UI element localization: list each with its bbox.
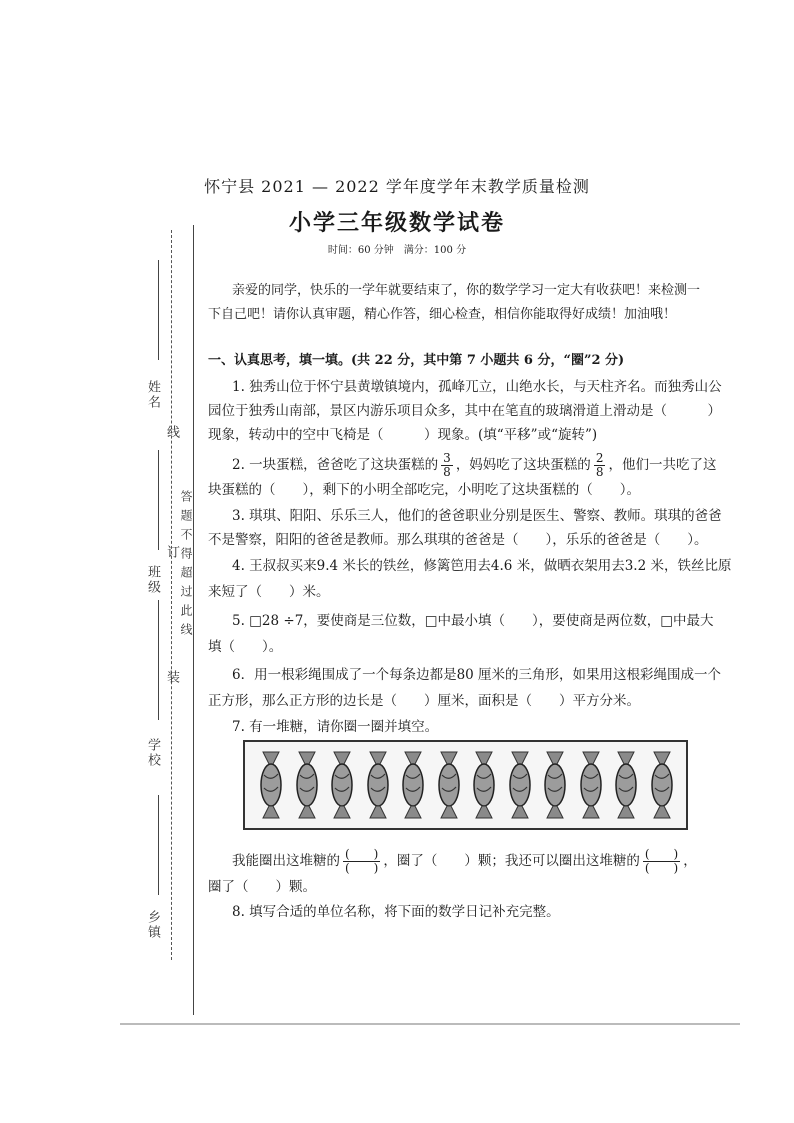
line-marker: 线: [164, 425, 179, 440]
q2-frac2-den: 8: [595, 465, 604, 479]
candy-icon: [401, 750, 425, 820]
candy-icon: [437, 750, 461, 820]
exam-title: 怀宁县 2021 — 2022 学年度学年末教学质量检测: [204, 177, 590, 196]
q7-line-3: 圈了（ ）颗。: [208, 879, 316, 895]
name-blank[interactable]: [158, 260, 159, 360]
q7-fraction-blank-1[interactable]: [343, 848, 380, 875]
q7-frac2-den: ( ): [644, 861, 679, 875]
q1-line-3: 现象，转动中的空中飞椅是（ ）现象。(填“平移”或“旋转”): [208, 427, 598, 443]
q2-line-2: 块蛋糕的（ ），剩下的小明全部吃完，小明吃了这块蛋糕的（ ）。: [208, 482, 640, 498]
warning-text: 答题不得超过此线: [179, 490, 193, 642]
q7-text-a: 我能圈出这堆糖的: [232, 853, 340, 869]
q7-text-c: ，: [683, 853, 697, 869]
q2-text-c: ，他们一共吃了这: [608, 457, 717, 473]
q8-line-1: 8. 填写合适的单位名称，将下面的数学日记补充完整。: [232, 904, 560, 920]
candy-icon: [330, 750, 354, 820]
candy-icon: [614, 750, 638, 820]
q7-frac1-num: ( ): [345, 847, 379, 861]
q5-line-1: 5. □28 ÷7，要使商是三位数，□中最小填（ ），要使商是两位数，□中最大: [232, 613, 714, 629]
intro-line-1: 亲爱的同学，快乐的一学年就要结束了，你的数学学习一定大有收获吧！来检测一: [232, 283, 701, 298]
q2-text-b: ，妈妈吃了这块蛋糕的: [455, 457, 591, 473]
q1-line-1: 1. 独秀山位于怀宁县黄墩镇境内，孤峰兀立，山绝水长，与天柱齐名。而独秀山公: [232, 379, 722, 395]
q2-text-a: 2. 一块蛋糕，爸爸吃了这块蛋糕的: [232, 457, 439, 473]
binding-dashed-line: [171, 230, 172, 960]
candy-icon: [508, 750, 532, 820]
exam-meta: 时间：60 分钟 满分：100 分: [327, 245, 467, 256]
class-label: 班级: [145, 565, 160, 595]
zhuang-marker: 装: [164, 670, 179, 685]
ding-marker: 订: [164, 545, 179, 560]
class-blank[interactable]: [158, 450, 159, 550]
name-label: 姓名: [145, 380, 160, 410]
q4-line-2: 来短了（ ）米。: [208, 584, 330, 600]
q7-frac2-num: ( ): [644, 847, 679, 861]
q2-frac1-num: 3: [443, 451, 451, 465]
q6-line-2: 正方形，那么正方形的边长是（ ）厘米，面积是（ ）平方分米。: [208, 693, 640, 709]
q3-line-2: 不是警察，阳阳的爸爸是教师。那么琪琪的爸爸是（ ），乐乐的爸爸是（ ）。: [208, 532, 708, 548]
page-bottom-edge: [120, 1023, 740, 1025]
exam-subtitle: 小学三年级数学试卷: [288, 210, 505, 236]
q2-fraction-2: [594, 452, 606, 479]
q7-line-2: [232, 848, 697, 875]
candy-icon: [259, 750, 283, 820]
candy-picture: [243, 740, 688, 830]
town-blank[interactable]: [158, 795, 159, 895]
candy-icon: [472, 750, 496, 820]
q1-line-2: 园位于独秀山南部，景区内游乐项目众多，其中在笔直的玻璃滑道上滑动是（ ）: [208, 403, 721, 419]
q2-frac1-den: 8: [443, 465, 451, 479]
section-heading: 一、认真思考，填一填。(共 22 分，其中第 7 小题共 6 分，“圈”2 分): [208, 353, 625, 368]
town-label: 乡镇: [145, 910, 160, 940]
candy-icon: [650, 750, 674, 820]
q7-text-b: ，圈了（ ）颗；我还可以圈出这堆糖的: [383, 853, 640, 869]
q4-line-1: 4. 王叔叔买来9.4 米长的铁丝，修篱笆用去4.6 米，做晒衣架用去3.2 米，铁丝比原: [232, 558, 732, 574]
q3-line-1: 3. 琪琪、阳阳、乐乐三人，他们的爸爸职业分别是医生、警察、教师。琪琪的爸爸: [232, 508, 722, 524]
q7-fraction-blank-2[interactable]: [643, 848, 680, 875]
school-label: 学校: [145, 738, 160, 768]
q2-fraction-1: [441, 452, 453, 479]
candy-icon: [579, 750, 603, 820]
intro-line-2: 下自己吧！请你认真审题，精心作答，细心检查，相信你能取得好成绩！加油哦！: [208, 307, 677, 322]
school-blank[interactable]: [158, 600, 159, 720]
q6-line-1: 6．用一根彩绳围成了一个每条边都是80 厘米的三角形，如果用这根彩绳围成一个: [232, 667, 722, 683]
q5-line-2: 填（ ）。: [208, 639, 283, 655]
candy-icon: [295, 750, 319, 820]
q7-line-1: 7. 有一堆糖，请你圈一圈并填空。: [232, 719, 439, 735]
candy-icon: [366, 750, 390, 820]
q7-frac1-den: ( ): [345, 861, 379, 875]
q2-line-1: [232, 452, 716, 479]
candy-icon: [543, 750, 567, 820]
q2-frac2-num: 2: [595, 451, 604, 465]
